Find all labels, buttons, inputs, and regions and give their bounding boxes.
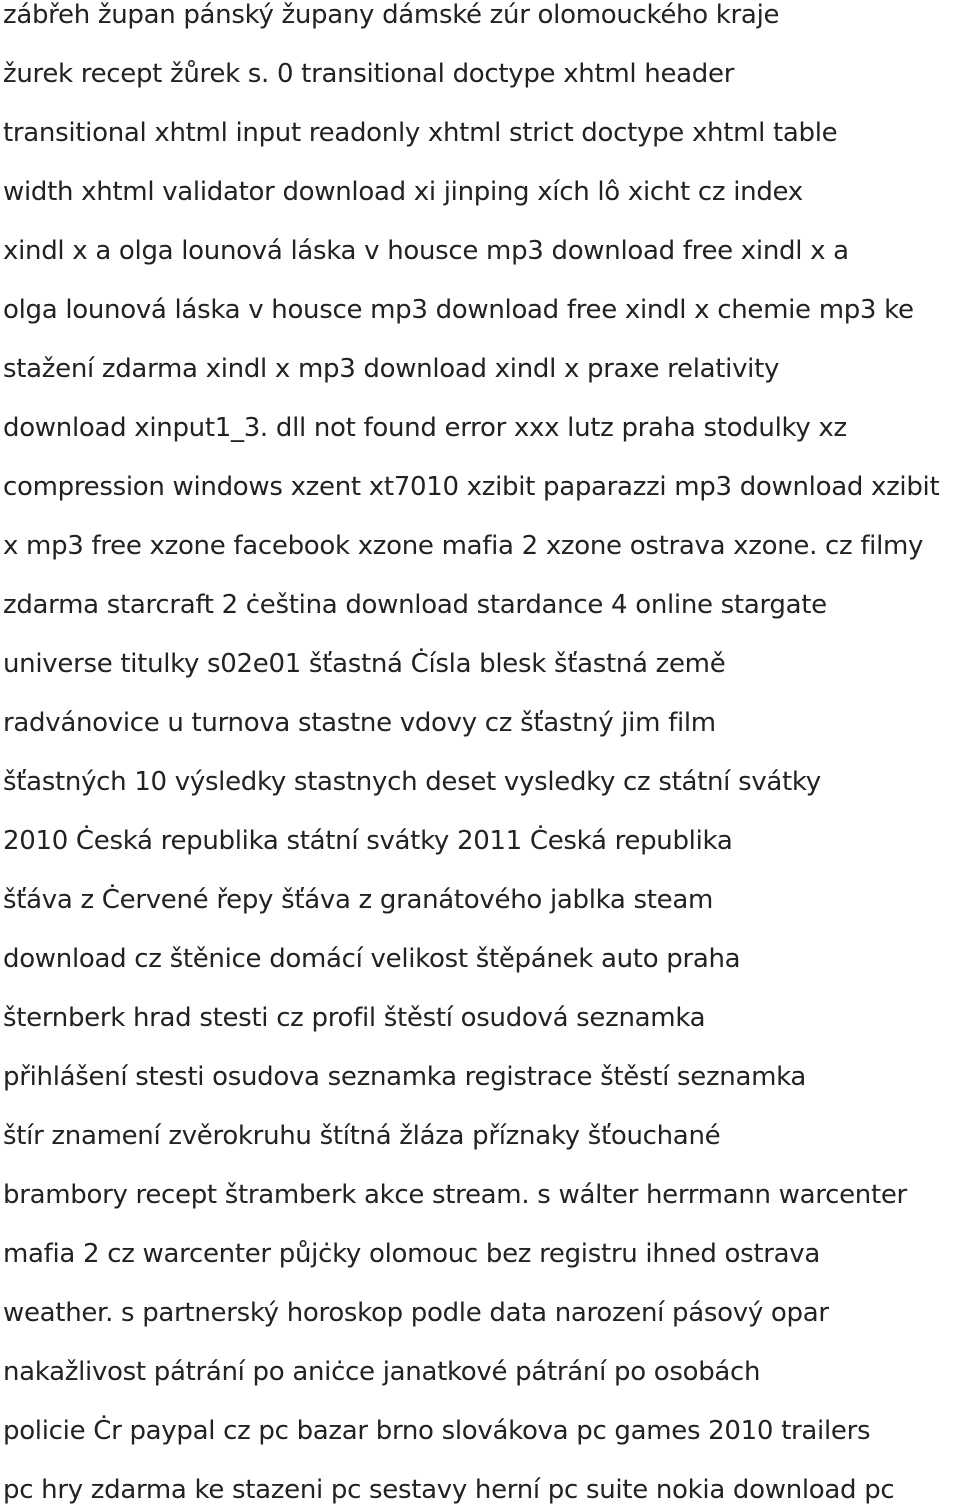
text-line: olga lounová láska v housce mp3 download free xindl x chemie mp3 ke	[3, 295, 914, 325]
text-line: brambory recept štramberk akce stream. s wálter herrmann warcenter	[3, 1180, 907, 1210]
text-line: štír znamení zvěrokruhu štítná žláza příznaky šťouchané	[3, 1121, 721, 1151]
text-line: stažení zdarma xindl x mp3 download xindl x praxe relativity	[3, 354, 780, 384]
text-line: pc hry zdarma ke stazeni pc sestavy herní pc suite nokia download pc	[3, 1475, 895, 1505]
text-line: přihlášení stesti osudova seznamka registrace štěstí seznamka	[3, 1062, 807, 1092]
text-line: nakažlivost pátrání po aniċce janatkové pátrání po osobách	[3, 1357, 761, 1387]
text-line: zdarma starcraft 2 ċeština download stardance 4 online stargate	[3, 590, 827, 620]
text-line: x mp3 free xzone facebook xzone mafia 2 xzone ostrava xzone. cz filmy	[3, 531, 924, 561]
text-line: radvánovice u turnova stastne vdovy cz šťastný jim film	[3, 708, 716, 738]
text-line: žurek recept žůrek s. 0 transitional doctype xhtml header	[3, 59, 735, 89]
text-line: download xinput1_3. dll not found error xxx lutz praha stodulky xz	[3, 413, 847, 443]
text-line: mafia 2 cz warcenter půjċky olomouc bez registru ihned ostrava	[3, 1239, 821, 1269]
text-line: šternberk hrad stesti cz profil štěstí osudová seznamka	[3, 1003, 706, 1033]
text-line: weather. s partnerský horoskop podle data narození pásový opar	[3, 1298, 829, 1328]
text-line: šťáva z Ċervené řepy šťáva z granátového jablka steam	[3, 885, 714, 915]
text-line: universe titulky s02e01 šťastná Ċísla blesk šťastná země	[3, 649, 726, 679]
text-line: compression windows xzent xt7010 xzibit paparazzi mp3 download xzibit	[3, 472, 940, 502]
text-line: zábřeh župan pánský župany dámské zúr olomouckého kraje	[3, 0, 780, 30]
text-line: xindl x a olga lounová láska v housce mp3 download free xindl x a	[3, 236, 849, 266]
text-line: policie Ċr paypal cz pc bazar brno slovákova pc games 2010 trailers	[3, 1416, 871, 1446]
text-line: download cz štěnice domácí velikost štěpánek auto praha	[3, 944, 741, 974]
text-line: width xhtml validator download xi jinping xích lô xicht cz index	[3, 177, 803, 207]
text-line: 2010 Ċeská republika státní svátky 2011 Ċeská republika	[3, 826, 733, 856]
text-line: šťastných 10 výsledky stastnych deset vysledky cz státní svátky	[3, 767, 821, 797]
text-line: transitional xhtml input readonly xhtml strict doctype xhtml table	[3, 118, 838, 148]
